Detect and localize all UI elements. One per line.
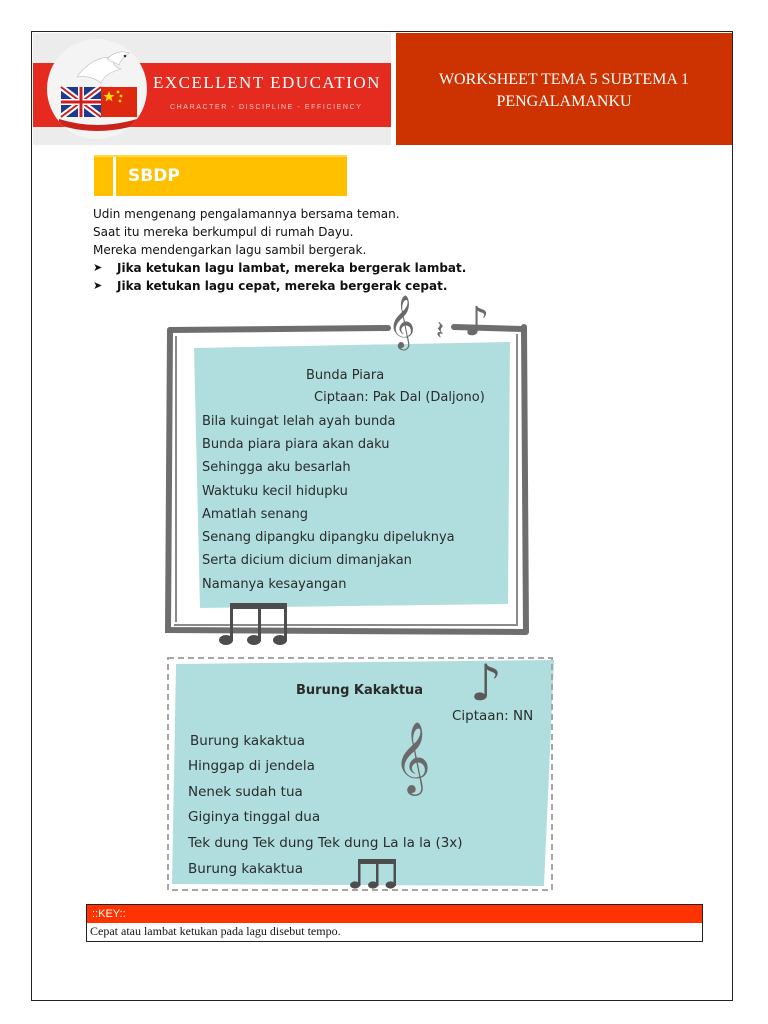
intro-line: Udin mengenang pengalamannya bersama teman. bbox=[93, 207, 400, 221]
song1-lyric: Namanya kesayangan bbox=[202, 577, 347, 592]
triplet-notes-icon bbox=[348, 856, 400, 892]
intro-bullet-text: Jika ketukan lagu lambat, mereka bergerak lambat. bbox=[117, 261, 467, 275]
intro-line: Mereka mendengarkan lagu sambil bergerak. bbox=[93, 243, 367, 257]
song2-lyric: Giginya tinggal dua bbox=[188, 809, 321, 825]
song2-lyric: Hinggap di jendela bbox=[188, 758, 315, 774]
song1-lyric: Waktuku kecil hidupku bbox=[202, 484, 348, 499]
worksheet-title: WORKSHEET TEMA 5 SUBTEMA 1 bbox=[438, 71, 690, 88]
intro-bullet bbox=[93, 277, 466, 295]
key-box bbox=[86, 904, 703, 942]
song2-lyric: Nenek sudah tua bbox=[188, 784, 303, 800]
logo-dove-flags-icon bbox=[47, 39, 147, 139]
song1-lyric: Serta dicium dicium dimanjakan bbox=[202, 553, 412, 568]
worksheet-subtitle: PENGALAMANKU bbox=[496, 93, 632, 110]
song2-lyric: Burung kakaktua bbox=[188, 861, 303, 877]
brand-logo-area bbox=[33, 33, 391, 145]
intro-text bbox=[93, 205, 466, 295]
song1-credit: Ciptaan: Pak Dal (Daljono) bbox=[314, 390, 485, 405]
section-label: SBDP bbox=[128, 166, 180, 186]
song1-lyric: Bunda piara piara akan daku bbox=[202, 437, 390, 452]
song2-credit: Ciptaan: NN bbox=[452, 708, 534, 724]
worksheet-title-box bbox=[396, 33, 732, 145]
triplet-notes-icon bbox=[214, 600, 294, 648]
song1-title: Bunda Piara bbox=[306, 368, 385, 383]
treble-clef-icon: 𝄞 bbox=[388, 294, 416, 348]
quarter-rest-icon: 𝄽 bbox=[436, 316, 444, 346]
brand-name: EXCELLENT EDUCATION bbox=[153, 73, 381, 92]
intro-bullet-text: Jika ketukan lagu cepat, mereka bergerak cepat. bbox=[117, 279, 448, 293]
arrow-bullet-icon: ➤ bbox=[93, 279, 103, 292]
key-text: Cepat atau lambat ketukan pada lagu disebut tempo. bbox=[90, 924, 341, 938]
eighth-note-icon: ♪ bbox=[464, 299, 490, 345]
intro-bullet bbox=[93, 259, 466, 277]
song1-lyric: Senang dipangku dipangku dipeluknya bbox=[202, 530, 455, 545]
section-bar bbox=[94, 155, 347, 196]
song2-title: Burung Kakaktua bbox=[296, 683, 424, 698]
section-bar-divider bbox=[113, 157, 116, 196]
arrow-bullet-icon: ➤ bbox=[93, 261, 103, 274]
treble-clef-icon: 𝄞 bbox=[394, 720, 431, 793]
song1-lyric: Bila kuingat lelah ayah bunda bbox=[202, 414, 396, 429]
key-heading: ::KEY:: bbox=[87, 905, 702, 923]
intro-line: Saat itu mereka berkumpul di rumah Dayu. bbox=[93, 225, 354, 239]
brand-tagline: CHARACTER - DISCIPLINE - EFFICIENCY bbox=[170, 104, 363, 111]
eighth-note-icon: ♪ bbox=[470, 654, 502, 712]
song2-lyric: Burung kakaktua bbox=[190, 733, 305, 749]
song1-lyric: Amatlah senang bbox=[202, 507, 309, 522]
song1-lyric: Sehingga aku besarlah bbox=[202, 460, 351, 475]
song2-lyric: Tek dung Tek dung Tek dung La la la (3x) bbox=[188, 835, 463, 851]
